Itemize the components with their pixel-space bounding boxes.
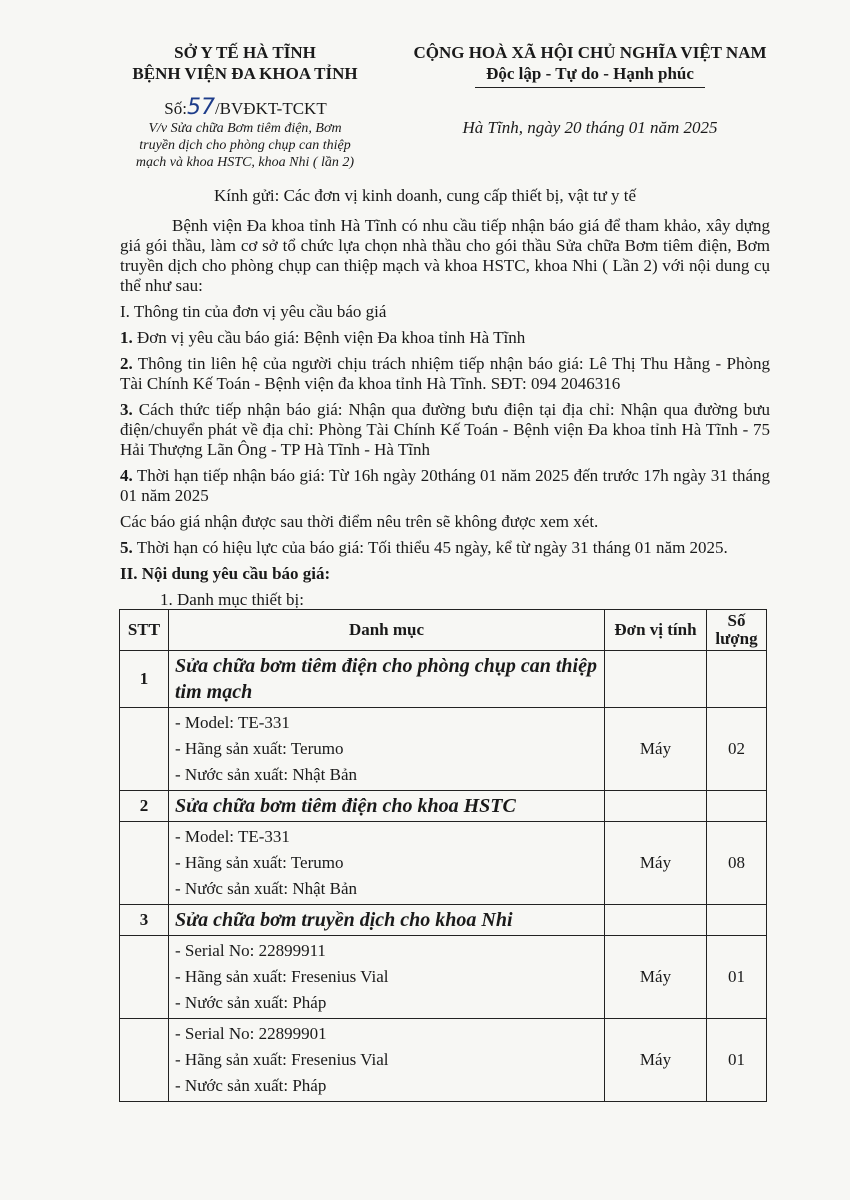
spec-line: - Hãng sản xuất: Fresenius Vial xyxy=(175,1050,389,1069)
spec-line: - Model: TE-331 xyxy=(175,713,290,732)
spec-line: - Nước sản xuất: Pháp xyxy=(175,1076,327,1095)
empty-cell xyxy=(707,791,767,822)
item-specs xyxy=(169,708,605,791)
header-unit: Đơn vị tính xyxy=(605,610,707,651)
group-title: Sửa chữa bơm tiêm điện cho khoa HSTC xyxy=(169,791,605,822)
group-title: Sửa chữa bơm truyền dịch cho khoa Nhi xyxy=(169,905,605,936)
subject-line-3: mạch và khoa HSTC, khoa Nhi ( lần 2) xyxy=(135,155,355,170)
empty-cell xyxy=(707,651,767,708)
section-1-item-5: 5. Thời hạn có hiệu lực của báo giá: Tối thiểu 45 ngày, kể từ ngày 31 tháng 01 năm 2025. xyxy=(120,538,728,557)
spec-line: - Hãng sản xuất: Terumo xyxy=(175,739,344,758)
national-motto xyxy=(385,42,795,88)
org-line-2: BỆNH VIỆN ĐA KHOA TỈNH xyxy=(132,64,358,83)
header-name: Danh mục xyxy=(169,610,605,651)
subject-line xyxy=(100,120,390,171)
spec-line: - Model: TE-331 xyxy=(175,827,290,846)
spec-line: - Nước sản xuất: Pháp xyxy=(175,993,327,1012)
spec-line: - Hãng sản xuất: Terumo xyxy=(175,853,344,872)
table-row xyxy=(120,1019,767,1102)
group-title: Sửa chữa bơm tiêm điện cho phòng chụp can thiệp tim mạch xyxy=(169,651,605,708)
item-qty: 01 xyxy=(707,1019,767,1102)
nation-line-2: Độc lập - Tự do - Hạnh phúc xyxy=(486,64,694,83)
group-stt: 3 xyxy=(120,905,169,936)
nation-line-1: CỘNG HOÀ XÃ HỘI CHỦ NGHĨA VIỆT NAM xyxy=(413,43,767,62)
so-label: Số: xyxy=(164,99,187,118)
table-row xyxy=(120,936,767,1019)
so-suffix: /BVĐKT-TCKT xyxy=(214,99,327,118)
org-line-1: SỞ Y TẾ HÀ TĨNH xyxy=(174,43,316,62)
spec-line: - Serial No: 22899911 xyxy=(175,941,326,960)
empty-cell xyxy=(605,791,707,822)
header-stt: STT xyxy=(120,610,169,651)
table-row xyxy=(120,822,767,905)
empty-cell xyxy=(605,651,707,708)
table-group-row xyxy=(120,791,767,822)
spec-line: - Serial No: 22899901 xyxy=(175,1024,327,1043)
section-1-note: Các báo giá nhận được sau thời điểm nêu trên sẽ không được xem xét. xyxy=(120,512,599,531)
item-unit: Máy xyxy=(605,822,707,905)
table-group-row xyxy=(120,651,767,708)
empty-cell xyxy=(605,905,707,936)
document-body xyxy=(120,216,770,616)
recipient-line: Kính gửi: Các đơn vị kinh doanh, cung cấp thiết bị, vật tư y tế xyxy=(213,186,637,205)
item-unit: Máy xyxy=(605,708,707,791)
table-header-row xyxy=(120,610,767,651)
document-number xyxy=(108,95,383,120)
intro-paragraph: Bệnh viện Đa khoa tỉnh Hà Tĩnh có nhu cầu tiếp nhận báo giá để tham khảo, xây dựng giá gói thầu, làm cơ sở tổ chức lựa chọn nhà thầu cho gói thầu Sửa chữa Bơm tiêm điện, Bơm truyền dịch cho phòng chụp can thiệp mạch và khoa HSTC, khoa Nhi ( Lần 2) với nội dung cụ thể như sau: xyxy=(120,216,770,295)
empty-cell xyxy=(120,936,169,1019)
motto-underline xyxy=(475,87,705,88)
item-unit: Máy xyxy=(605,936,707,1019)
section-1-item-1: 1. Đơn vị yêu cầu báo giá: Bệnh viện Đa khoa tỉnh Hà Tĩnh xyxy=(120,328,526,347)
item-qty: 02 xyxy=(707,708,767,791)
table-row xyxy=(120,708,767,791)
item-unit: Máy xyxy=(605,1019,707,1102)
empty-cell xyxy=(120,708,169,791)
group-stt: 2 xyxy=(120,791,169,822)
spec-line: - Hãng sản xuất: Fresenius Vial xyxy=(175,967,389,986)
equipment-table xyxy=(119,609,767,1102)
spec-line: - Nước sản xuất: Nhật Bản xyxy=(175,879,358,898)
item-specs xyxy=(169,822,605,905)
section-1-item-3: 3. Cách thức tiếp nhận báo giá: Nhận qua đường bưu điện tại địa chỉ: Nhận qua đường bưu điện/chuyển phát về địa chỉ: Phòng Tài Chính Kế Toán - Bệnh viện Đa khoa tỉnh Hà Tĩnh - 75 Hải Thượng Lãn Ông - TP Hà Tĩnh - Hà Tĩnh xyxy=(120,400,770,459)
group-stt: 1 xyxy=(120,651,169,708)
handwritten-number: 57 xyxy=(186,95,215,120)
section-1-title: I. Thông tin của đơn vị yêu cầu báo giá xyxy=(120,302,387,321)
section-2-sub: 1. Danh mục thiết bị: xyxy=(160,590,305,609)
empty-cell xyxy=(120,822,169,905)
item-qty: 01 xyxy=(707,936,767,1019)
subject-line-1: V/v Sửa chữa Bơm tiêm điện, Bơm xyxy=(148,121,342,136)
spec-line: - Nước sản xuất: Nhật Bản xyxy=(175,765,358,784)
subject-line-2: truyền dịch cho phòng chụp can thiệp xyxy=(139,138,351,153)
section-1-item-4: 4. Thời hạn tiếp nhận báo giá: Từ 16h ngày 20tháng 01 năm 2025 đến trước 17h ngày 31 tháng 01 năm 2025 xyxy=(120,466,770,505)
header-qty: Số lượng xyxy=(707,610,767,651)
item-specs xyxy=(169,1019,605,1102)
section-2-title: II. Nội dung yêu cầu báo giá: xyxy=(120,564,331,583)
document-date: Hà Tĩnh, ngày 20 tháng 01 năm 2025 xyxy=(462,118,718,137)
section-1-item-2: 2. Thông tin liên hệ của người chịu trách nhiệm tiếp nhận báo giá: Lê Thị Thu Hằng - Phòng Tài Chính Kế Toán - Bệnh viện đa khoa tỉnh Hà Tĩnh. SĐT: 094 2046316 xyxy=(120,354,770,393)
issuing-organization xyxy=(105,42,385,84)
empty-cell xyxy=(120,1019,169,1102)
empty-cell xyxy=(707,905,767,936)
item-specs xyxy=(169,936,605,1019)
item-qty: 08 xyxy=(707,822,767,905)
table-group-row xyxy=(120,905,767,936)
